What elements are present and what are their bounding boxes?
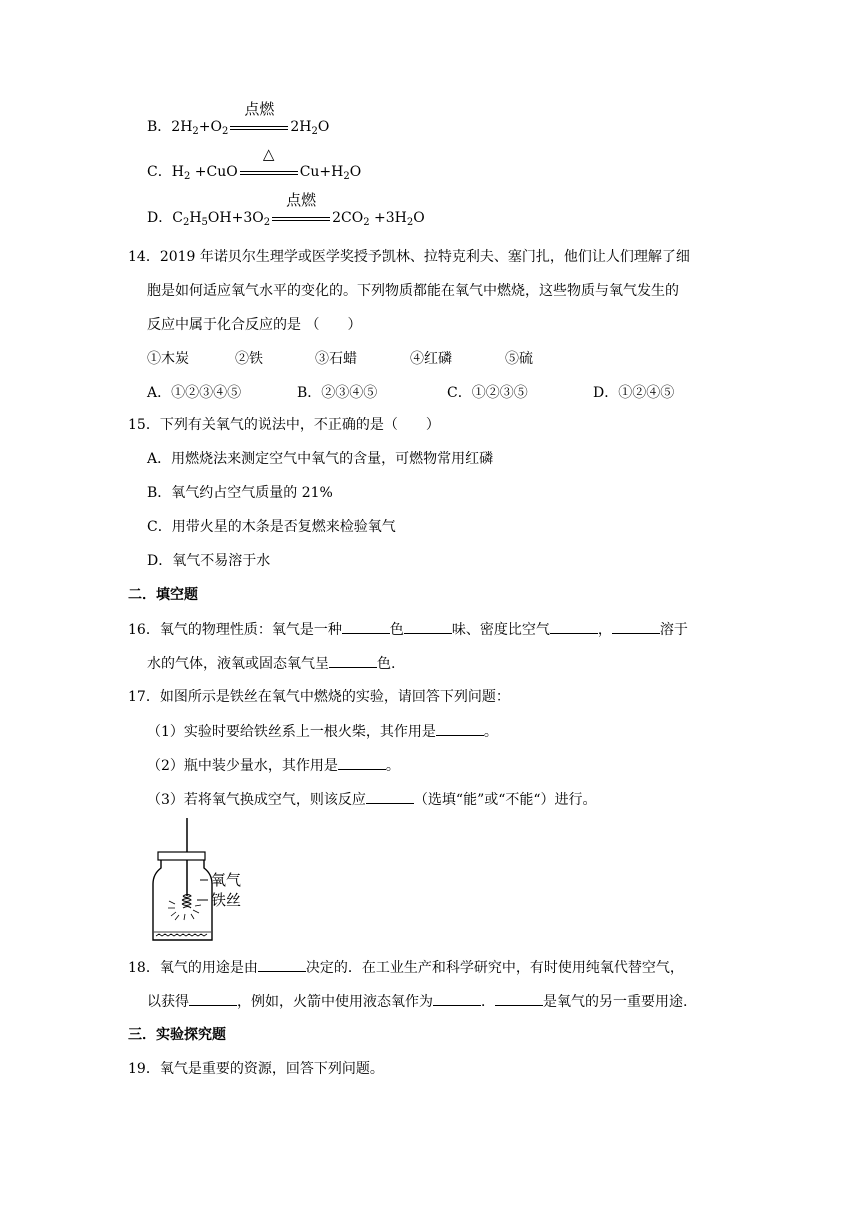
q15-stem: 15．下列有关氧气的说法中，不正确的是（ ） [128,417,440,433]
q14-item-4: ④红磷 [410,351,452,367]
q14-stem-line3: 反应中属于化合反应的是 （ ） [147,317,362,333]
section-heading-fill-in: 二．填空题 [128,587,198,603]
q14-stem-line2: 胞是如何适应氧气水平的变化的。下列物质都能在氧气中燃烧，这些物质与氧气发生的 [147,283,679,299]
answer-blank[interactable] [612,619,660,634]
q15-option-c: C．用带火星的木条是否复燃来检验氧气 [147,519,396,535]
q17-sub3: （3）若将氧气换成空气，则该反应 （选填“能”或“不能“）进行。 [147,789,597,810]
iron-wire-combustion-figure [145,818,255,943]
q14-item-5: ⑤硫 [505,351,533,367]
q14-option-d: D．①②④⑤ [593,385,675,401]
q14-option-b: B．②③④⑤ [297,385,378,401]
answer-blank[interactable] [550,619,598,634]
q14-item-3: ③石蜡 [315,351,357,367]
q14-item-1: ①木炭 [147,351,189,367]
q16-line2: 水的气体，液氧或固态氧气呈 色. [147,653,395,674]
q13-option-d: D．$C_2H_5OH+3O_2$ 点燃 $2CO_2 +3H_2O$ [147,191,425,228]
q14-item-2: ②铁 [235,351,263,367]
answer-blank[interactable] [404,619,452,634]
section-heading-experiment: 三．实验探究题 [128,1027,226,1043]
q17-sub1: （1）实验时要给铁丝系上一根火柴，其作用是 。 [147,721,498,742]
q17-stem: 17．如图所示是铁丝在氧气中燃烧的实验，请回答下列问题： [128,689,510,705]
q14-stem-line1: 14．2019 年诺贝尔生理学或医学奖授予凯林、拉特克利夫、塞门扎，他们让人们理解了细 [128,249,690,265]
q17-sub2: （2）瓶中装少量水，其作用是 。 [147,755,400,776]
q14-option-a: A．①②③④⑤ [147,385,242,401]
reaction-condition: △ [262,145,275,163]
reaction-condition: 点燃 [244,100,275,118]
answer-blank[interactable] [436,721,484,736]
answer-blank[interactable] [366,789,414,804]
q15-option-b: B．氧气约占空气质量的 21% [147,485,333,501]
figure-label-oxygen: 氧气 [211,871,242,889]
answer-blank[interactable] [258,957,306,972]
q18-line1: 18．氧气的用途是由 决定的．在工业生产和科学研究中，有时使用纯氧代替空气， [128,957,684,978]
answer-blank[interactable] [433,991,481,1006]
q15-option-a: A．用燃烧法来测定空气中氧气的含量，可燃物常用红磷 [147,451,494,467]
q18-line2: 以获得 ，例如，火箭中使用液态氧作为 ． 是氧气的另一重要用途. [147,991,687,1012]
q16-line1: 16．氧气的物理性质：氧气是一种 色 味、密度比空气 ， 溶于 [128,619,688,640]
q19-stem: 19．氧气是重要的资源，回答下列问题。 [128,1061,384,1077]
answer-blank[interactable] [329,653,377,668]
answer-blank[interactable] [342,619,390,634]
answer-blank[interactable] [189,991,237,1006]
figure-label-iron-wire: 铁丝 [211,891,242,909]
q13-option-c: C．$H_2 +CuO$ △ $Cu+H_2O$ [147,145,362,182]
q13-option-b: B．$2H_2+O_2$ 点燃 $2H_2O$ [147,100,330,137]
answer-blank[interactable] [495,991,543,1006]
reaction-condition: 点燃 [286,191,317,209]
answer-blank[interactable] [338,755,386,770]
q14-option-c: C．①②③⑤ [447,385,528,401]
q15-option-d: D．氧气不易溶于水 [147,553,271,569]
